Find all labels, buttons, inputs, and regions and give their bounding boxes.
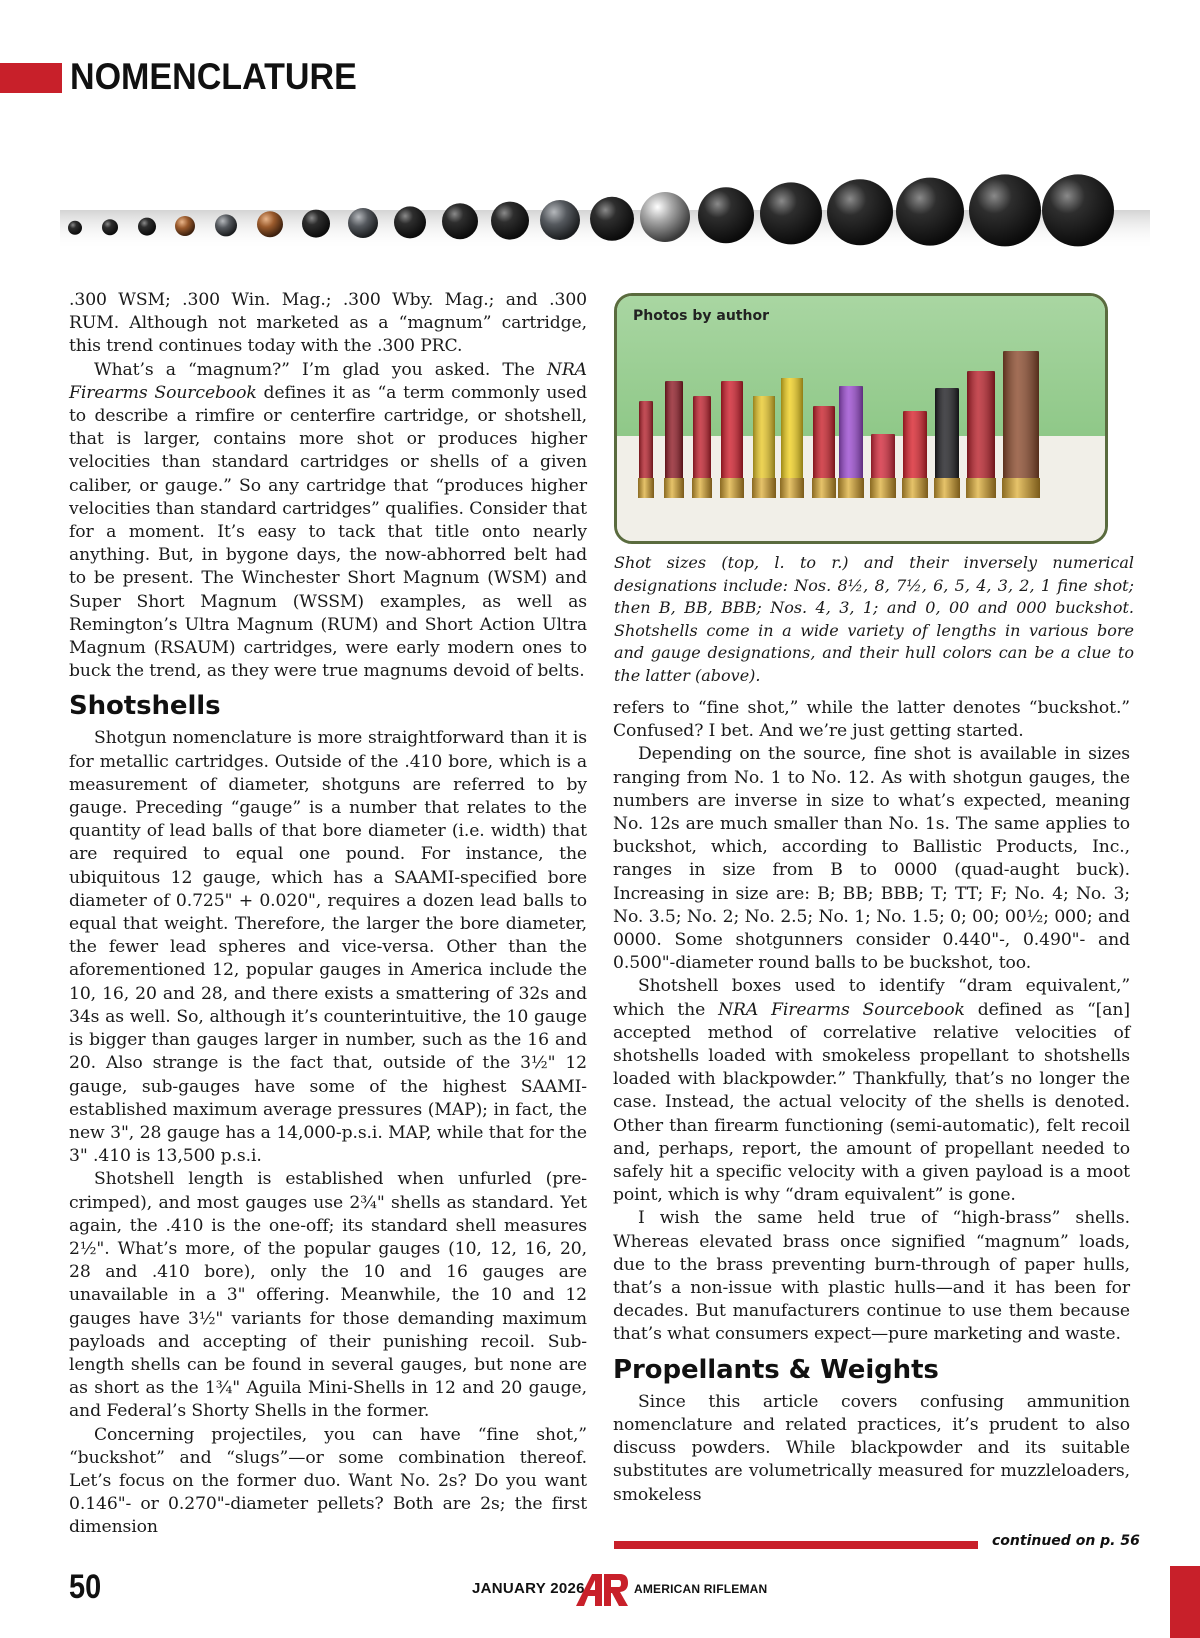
page-number: 50 xyxy=(69,1568,102,1606)
shotshell-brass xyxy=(934,478,960,498)
shotshell-brass xyxy=(692,478,712,498)
shot-pellet xyxy=(896,178,964,246)
page-edge-bar xyxy=(1170,1566,1200,1638)
shotshell-brass xyxy=(780,478,804,498)
shot-pellet xyxy=(257,211,283,237)
paragraph: refers to “fine shot,” while the latter denotes “buckshot.” Confused? I bet. And we’re just getting started. xyxy=(613,698,1130,742)
shot-pellet xyxy=(102,219,118,235)
paragraph: Shotshell length is established when unfurled (pre-crimped), and most gauges use 2¾" shells as standard. Yet again, the .410 is the one-off; its standard shell measures 2½". What’s more, of the popular gauges (10, 12, 16, 20, 28 and .410 bore), only the 10 and 16 gauges are unavailable in a 3" offering. Meanwhile, the 10 and 12 gauges have 3½" variants for those demanding maximum payloads and accepting of their punishing recoil. Sub-length shells can be found in several gauges, but none are as short as the 1¾" Aguila Mini-Shells in 12 and 20 gauge, and Federal’s Shorty Shells in the former. xyxy=(69,1169,587,1422)
shotshell-brass xyxy=(664,478,684,498)
shot-sizes-photo xyxy=(60,160,1150,260)
shotshell-brass xyxy=(720,478,744,498)
paragraph: Depending on the source, fine shot is available in sizes ranging from No. 1 to No. 12. As with shotgun gauges, the numbers are inverse in size to what’s expected, meaning No. 12s are much smaller than No. 1s. The same applies to buckshot, which, according to Ballistic Products, Inc., ranges in size from B to 0000 (quad-aught buck). Increasing in size are: B; BB; BBB; T; TT; F; No. 4; No. 3; No. 3.5; No. 2; No. 2.5; No. 1; No. 1.5; 0; 00; 00½; 000; and 0000. Some shotgunners consider 0.440"-, 0.490"- and 0.500"-diameter round balls to be buckshot, too. xyxy=(613,744,1130,974)
shotshell-brass xyxy=(966,478,996,498)
shotshell-brass xyxy=(838,478,864,498)
ar-logo-icon xyxy=(574,1572,630,1608)
paragraph: Shotgun nomenclature is more straightforward than it is for metallic cartridges. Outside of the .410 bore, which is a measurement of diameter, shotguns are referred to by gauge. Preceding “gauge” is a number that relates to the quantity of lead balls of that bore diameter (i.e. width) that are required to equal one pound. For instance, the ubiquitous 12 gauge, which has a SAAMI-specified bore diameter of 0.725" + 0.020", requires a dozen lead balls to equal that weight. Therefore, the larger the bore diameter, the fewer lead spheres and vice-versa. Other than the aforementioned 12, popular gauges in America include the 10, 16, 20 and 28, and there exists a smattering of 32s and 34s as well. So, although it’s counterintuitive, the 10 gauge is bigger than gauges larger in number, such as the 16 and 20. Also strange is the fact that, outside of the 3½" 12 gauge, sub-gauges have some of the highest SAAMI-established maximum average pressures (MAP); in fact, the new 3", 28 gauge has a 14,000-p.s.i. MAP, while that for the 3" .410 is 13,500 p.s.i. xyxy=(69,728,587,1167)
section-accent-bar xyxy=(0,63,62,93)
shotshell-brass xyxy=(1002,478,1040,498)
paragraph: .300 WSM; .300 Win. Mag.; .300 Wby. Mag.; and .300 RUM. Although not marketed as a “magnum” cartridge, this trend continues today with the .300 PRC. xyxy=(69,290,587,357)
shot-pellet xyxy=(491,202,529,240)
issue-date: JANUARY 2026 xyxy=(472,1580,585,1597)
shot-pellet xyxy=(394,206,426,238)
paragraph: What’s a “magnum?” I’m glad you asked. The NRA Firearms Sourcebook defines it as “a term commonly used to describe a rimfire or centerfire cartridge, or shotshell, that is larger, contains more shot or produces higher velocities than standard cartridges or shells of a given caliber, or gauge.” So any cartridge that “produces higher velocities than standard cartridges” qualifies. Consider that for a moment. It’s easy to tack that title onto nearly anything. But, in bygone days, the now-abhorred belt had to be present. The Winchester Short Magnum (WSM) and Super Short Magnum (WSSM) examples, as well as Remington’s Ultra Magnum (RUM) and Short Action Ultra Magnum (RSAUM) cartridges, were early modern ones to buck the trend, as they were true magnums devoid of belts. xyxy=(69,359,587,682)
shot-pellet xyxy=(348,208,378,238)
shot-pellet xyxy=(827,179,893,245)
shot-pellet xyxy=(138,218,156,236)
magazine-name: AMERICAN RIFLEMAN xyxy=(634,1582,768,1596)
subheading-shotshells: Shotshells xyxy=(69,691,221,722)
shotshell-shading xyxy=(1003,351,1039,496)
shot-pellet xyxy=(175,216,195,236)
shot-pellet xyxy=(215,214,237,236)
subheading-propellants: Propellants & Weights xyxy=(613,1354,939,1385)
paragraph: Shotshell boxes used to identify “dram equivalent,” which the NRA Firearms Sourcebook defined as “[an] accepted method of correlative relative velocities of shotshells loaded with smokeless propellant to shotshells loaded with blackpowder.” Thankfully, that’s no longer the case. Instead, the actual velocity of the shells is denoted. Other than firearm functioning (semi-automatic), felt recoil and, perhaps, report, the amount of propellant needed to safely hit a specific velocity with a given payload is a moot point, which is why “dram equivalent” is gone. xyxy=(613,976,1130,1206)
shot-pellet xyxy=(68,221,82,235)
continued-bar xyxy=(614,1541,978,1549)
shotshell-brass xyxy=(902,478,928,498)
shot-pellet xyxy=(442,203,478,239)
shot-pellet xyxy=(590,197,634,241)
shotshell-photo xyxy=(614,293,1108,544)
shotshell-shading xyxy=(967,371,995,496)
shot-pellet xyxy=(540,200,580,240)
section-title: NOMENCLATURE xyxy=(70,56,357,97)
paragraph: Concerning projectiles, you can have “fine shot,” “buckshot” and “slugs”—or some combination thereof. Let’s focus on the former duo. Want No. 2s? Do you want 0.146"- or 0.270"-diameter pellets? Both are 2s; the first dimension xyxy=(69,1424,587,1538)
shotshell-brass xyxy=(638,478,654,498)
shot-pellet xyxy=(760,182,822,244)
article-column-left xyxy=(69,289,587,1540)
shotshell-brass xyxy=(752,478,776,498)
article-column-right xyxy=(613,697,1130,1507)
shotshells-illustration xyxy=(617,296,1105,541)
paragraph: I wish the same held true of “high-brass” shells. Whereas elevated brass once signified “magnum” loads, due to the brass preventing burn-through of paper hulls, that’s a non-issue with plastic hulls—and it has been for decades. But manufacturers continue to use them because that’s what consumers expect—pure marketing and waste. xyxy=(613,1208,1130,1345)
shotshell-brass xyxy=(870,478,896,498)
shot-pellet xyxy=(640,192,690,242)
shot-pellet xyxy=(302,210,330,238)
shot-pellet xyxy=(1042,174,1114,246)
photo-caption: Shot sizes (top, l. to r.) and their inversely numerical designations include: Nos. 8½, 8, 7½, 6, 5, 4, 3, 2, 1 fine shot; then B, BB, BBB; Nos. 4, 3, 1; and 0, 00 and 000 buckshot. Shotshells come in a wide variety of lengths in various bore and gauge designations, and their hull colors can be a clue to the latter (above). xyxy=(614,553,1134,685)
shotshell-brass xyxy=(812,478,836,498)
photo-credit: Photos by author xyxy=(633,308,769,324)
continued-link[interactable]: continued on p. 56 xyxy=(992,1533,1140,1549)
shot-pellet xyxy=(698,187,754,243)
shot-pellet xyxy=(969,174,1041,246)
paragraph: Since this article covers confusing ammunition nomenclature and related practices, it’s prudent to also discuss powders. While blackpowder and its suitable substitutes are volumetrically measured for muzzleloaders, smokeless xyxy=(613,1391,1130,1505)
